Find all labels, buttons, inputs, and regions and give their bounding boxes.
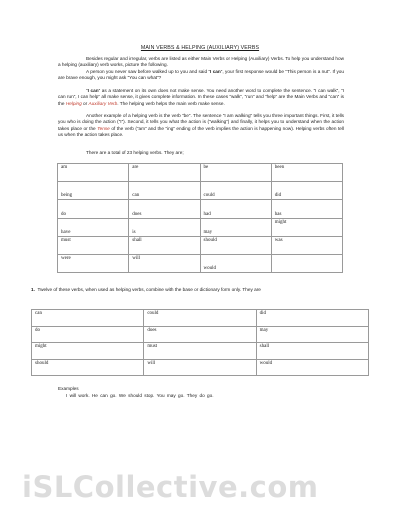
examples-heading: Examples: [58, 386, 79, 391]
table-cell: were: [58, 254, 129, 272]
table-row: [58, 236, 343, 254]
table-cell: have: [58, 218, 129, 236]
table-cell: has: [271, 200, 342, 218]
table-cell: may: [200, 218, 271, 236]
table-cell: do: [58, 200, 129, 218]
table-cell: are: [129, 164, 200, 182]
table-row: [58, 254, 343, 272]
table-cell: must: [58, 236, 129, 254]
table-cell: shall: [256, 343, 368, 360]
table-cell: will: [144, 359, 256, 376]
table-cell: do: [32, 326, 144, 343]
base-form-verbs-table: [31, 309, 369, 376]
table-cell: been: [271, 164, 342, 182]
table-cell: should: [32, 359, 144, 376]
table-cell: shall: [129, 236, 200, 254]
table-row: [58, 200, 343, 218]
table-cell: might: [32, 343, 144, 360]
table-cell: might: [271, 218, 342, 236]
table-cell: being: [58, 182, 129, 200]
note-paragraph: [31, 287, 369, 293]
table-cell: did: [271, 182, 342, 200]
watermark: iSLCollective.com: [22, 470, 319, 504]
table-row: [32, 359, 369, 376]
table-cell: can: [32, 310, 144, 327]
helping-verbs-table: [57, 163, 343, 273]
table-row: [32, 326, 369, 343]
table-cell: be: [200, 164, 271, 182]
table-row: [58, 182, 343, 200]
worksheet-title: MAIN VERBS & HELPING (AUXILIARY) VERBS: [140, 45, 260, 51]
table-cell: does: [144, 326, 256, 343]
note-text: Twelve of these verbs, when used as helping verbs, combine with the base or dictionary form only. They are: [37, 287, 261, 292]
table-cell: is: [129, 218, 200, 236]
table-cell: could: [144, 310, 256, 327]
table-row: [58, 218, 343, 236]
table-cell: may: [256, 326, 368, 343]
table-cell: will: [129, 254, 200, 272]
intro-paragraph-1: Besides regular and irregular, verbs are listed as either Main Verbs or Helping (Auxiliary) Verbs. To help you understand how a helping (auxiliary) verb works, picture the following.: [58, 56, 344, 68]
table-cell: should: [200, 236, 271, 254]
intro-paragraph-5: There are a total of 23 helping verbs. They are;: [86, 150, 184, 155]
intro-paragraph-4: Another example of a helping verb is the verb “be”. The sentence “I am walking” tells you three important things. First, it tells you who is doing the action (“I”). Second, it tells you what the action is (“walking”) and finally, it helps you to understand when the action takes place or the Tense of the verb (“am” and the “ing” ending of the verb implies the action is happening now). Helping verbs often tell us when the action takes place.: [58, 113, 344, 138]
table-cell: did: [256, 310, 368, 327]
table-cell: could: [200, 182, 271, 200]
table-row: [32, 310, 369, 327]
table-cell: had: [200, 200, 271, 218]
table-cell: was: [271, 236, 342, 254]
table-cell: am: [58, 164, 129, 182]
table-row: [58, 164, 343, 182]
note-number: 1.: [31, 287, 35, 292]
table-cell: would: [200, 254, 271, 272]
table-row: [32, 343, 369, 360]
table-cell: [271, 254, 342, 272]
intro-paragraph-2: A person you never saw before walked up to you and said “I can”, your first response would be “This person is a nut”. If you are brave enough, you might ask “You can what”?: [58, 69, 344, 81]
table-cell: does: [129, 200, 200, 218]
table-cell: must: [144, 343, 256, 360]
intro-paragraph-3: “I can” as a statement on its own does not make sense. You need another word to complete the sentence. “I can walk”, “I can run”, I can help” all make sense, it gives complete information. In these cases “walk”, “run” and “help” are the Main Verbs and “can” is the Helping or Auxiliary Verb. The helping verb helps the main verb make sense.: [58, 88, 345, 106]
examples-text: I will work. He can go. We should stop. You may go. They do go.: [66, 393, 214, 398]
table-cell: would: [256, 359, 368, 376]
table-cell: can: [129, 182, 200, 200]
